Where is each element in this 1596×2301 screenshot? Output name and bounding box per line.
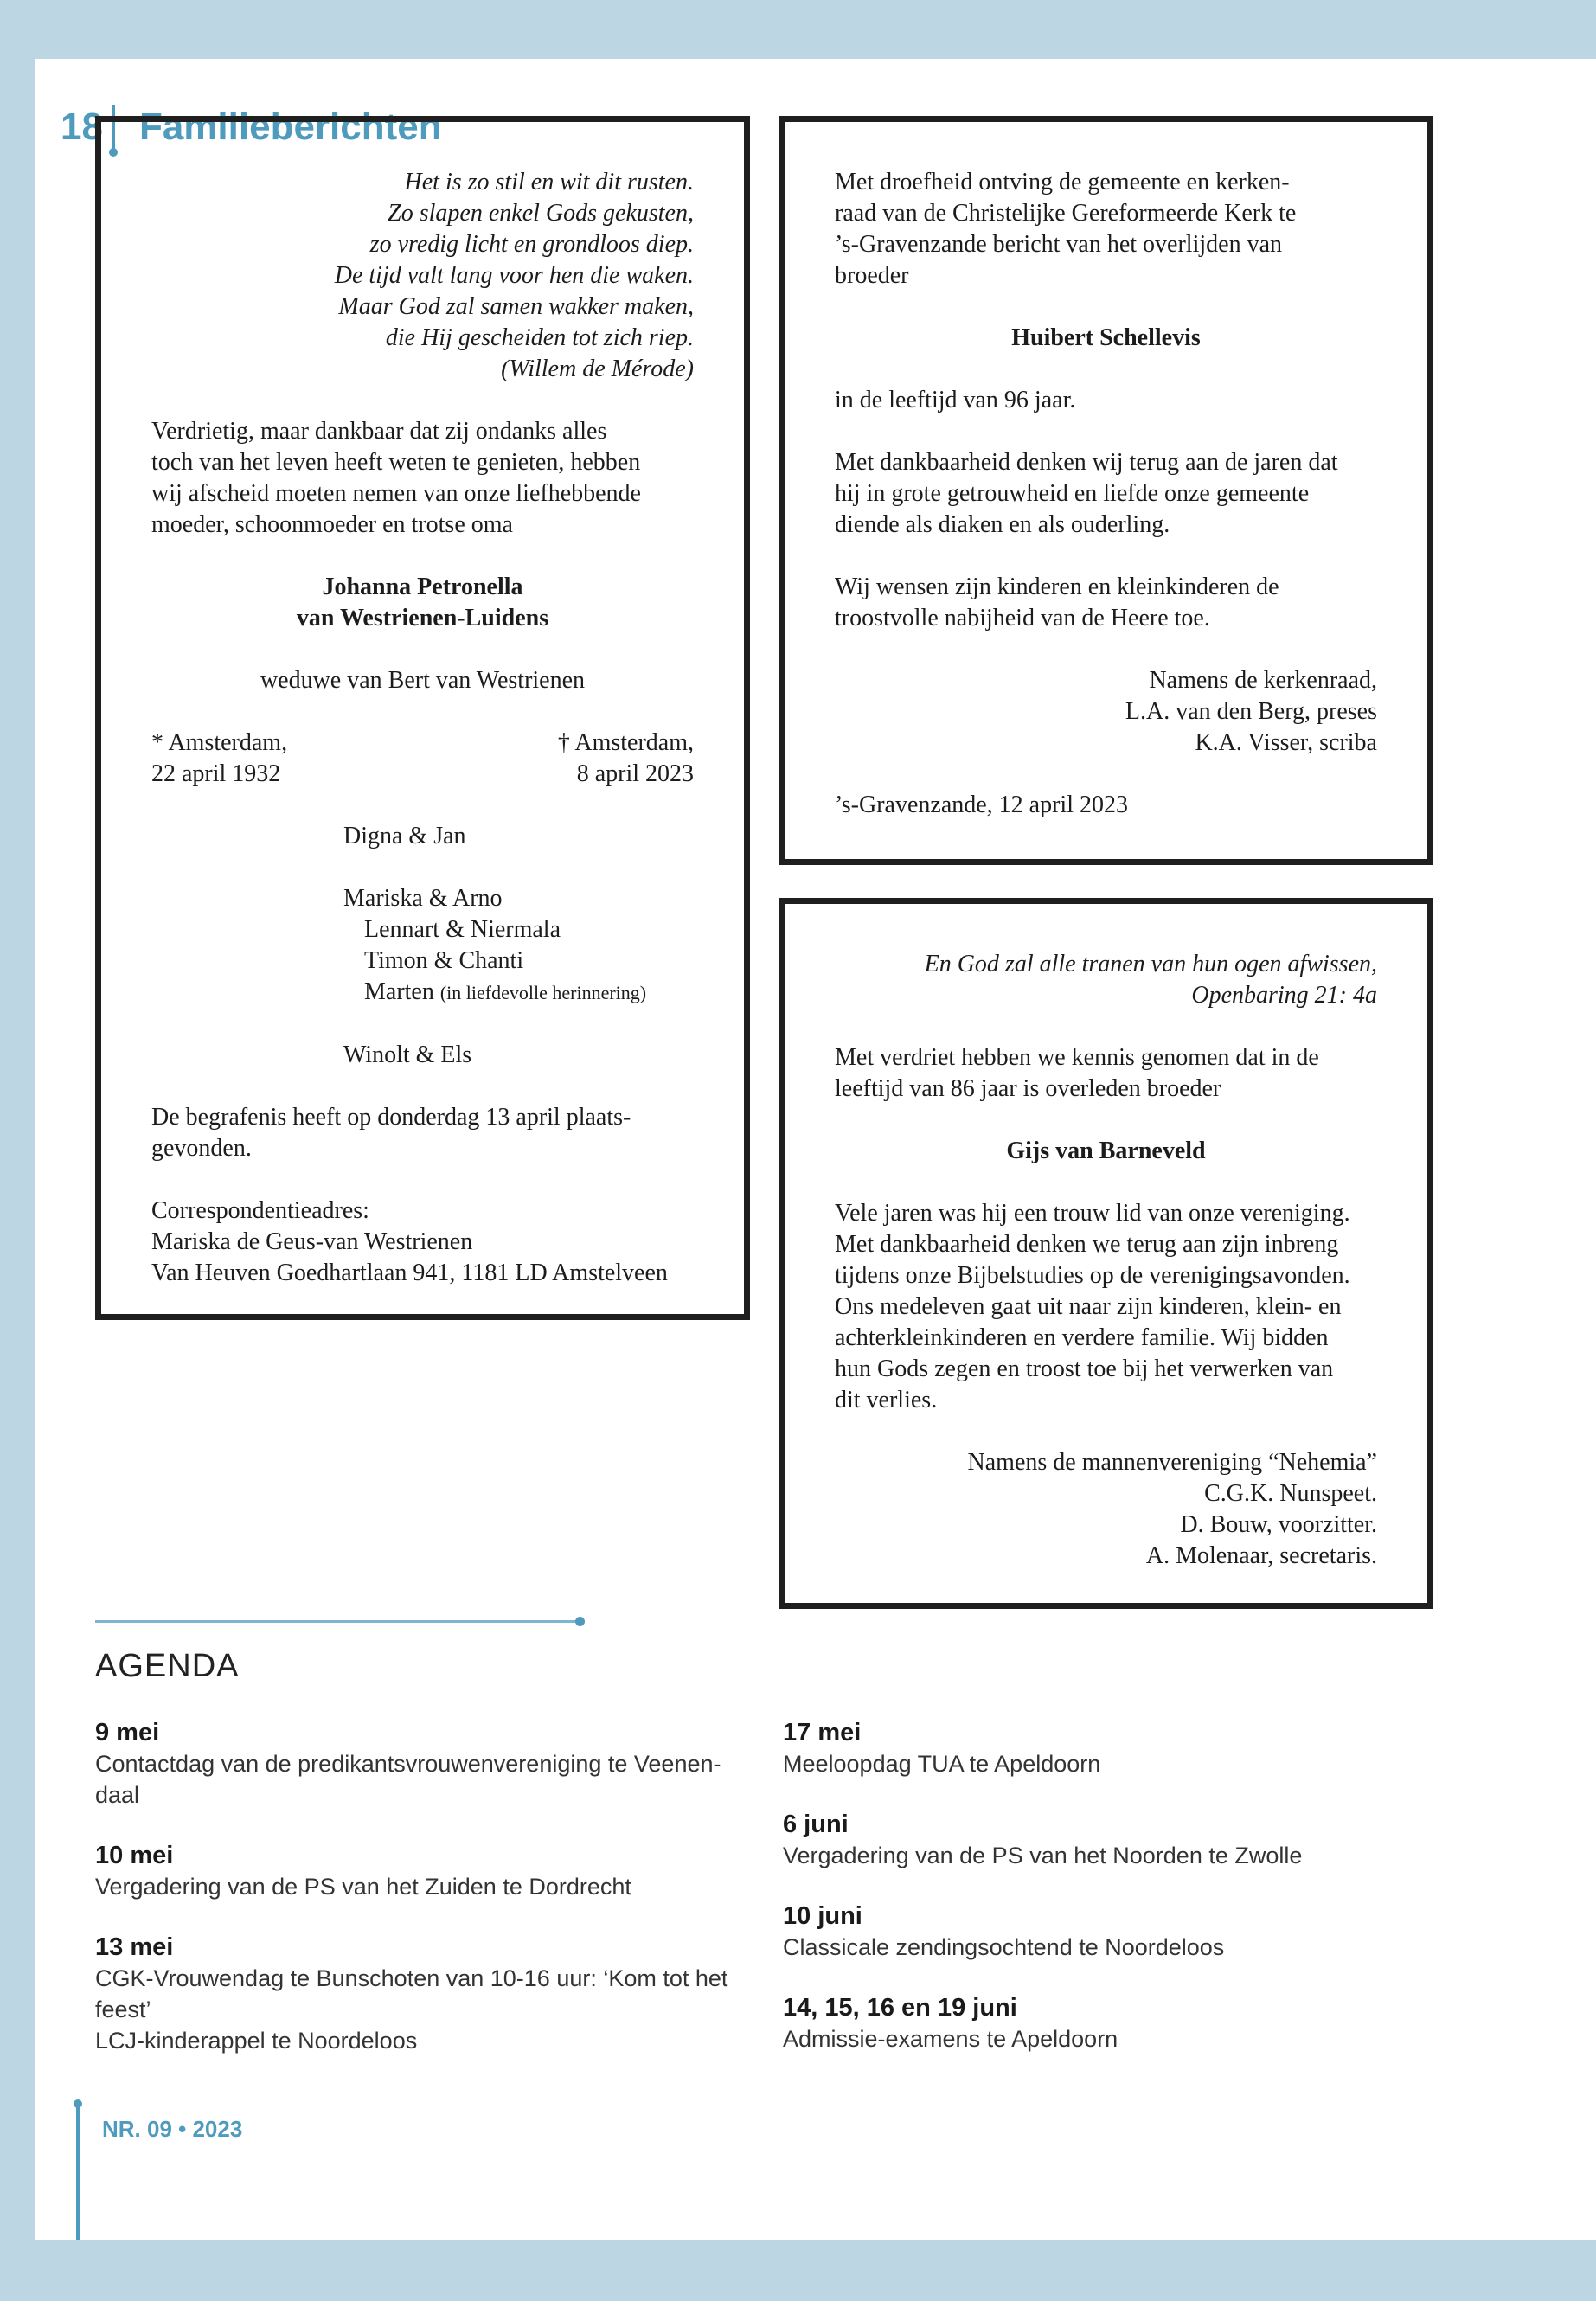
verse-reference: Openbaring 21: 4a: [1191, 982, 1377, 1009]
text-line: Met dankbaarheid denken we terug aan zijn inbreng: [835, 1231, 1339, 1258]
birth-place: * Amsterdam,: [151, 729, 288, 756]
agenda-date: 6 juni: [783, 1811, 849, 1838]
family-member: Timon & Chanti: [364, 947, 524, 974]
text-line: D. Bouw, voorzitter.: [1180, 1511, 1377, 1538]
signature: [835, 1447, 1377, 1572]
agenda-column-left: [95, 1717, 761, 2086]
birth: [151, 727, 287, 790]
text-line: ’s-Gravenzande bericht van het overlijden van: [835, 231, 1283, 258]
poem-line: die Hij gescheiden tot zich riep.: [385, 324, 694, 351]
text-line: Mariska de Geus-van Westrienen: [151, 1228, 473, 1255]
deceased-name: [151, 572, 694, 634]
deceased-name: Gijs van Barneveld: [1006, 1138, 1206, 1164]
agenda-date: 14, 15, 16 en 19 juni: [783, 1994, 1017, 2022]
text-line: troostvolle nabijheid van de Heere toe.: [835, 605, 1210, 631]
family-member-name: Marten: [364, 978, 434, 1005]
family-member: Digna & Jan: [343, 823, 466, 849]
agenda-date: 10 juni: [783, 1902, 862, 1930]
family-member: Winolt & Els: [343, 1042, 472, 1068]
text-line: raad van de Christelijke Gereformeerde Kerk te: [835, 200, 1297, 227]
agenda-date: 10 mei: [95, 1842, 174, 1869]
text-line: moeder, schoonmoeder en trotse oma: [151, 511, 513, 538]
agenda-text: LCJ-kinderappel te Noordeloos: [95, 2028, 418, 2054]
poem-line: Maar God zal samen wakker maken,: [338, 293, 694, 320]
signature: [835, 665, 1377, 759]
intro-text: [835, 167, 1377, 292]
intro-text: [151, 416, 694, 541]
intro-text: [835, 1042, 1377, 1105]
text-line: Van Heuven Goedhartlaan 941, 1181 LD Amstelveen: [151, 1259, 668, 1286]
text-line: A. Molenaar, secretaris.: [1145, 1542, 1377, 1569]
agenda-text: CGK-Vrouwendag te Bunschoten van 10-16 uur: ‘Kom tot het: [95, 1965, 728, 1991]
bible-verse: [835, 949, 1377, 1011]
text-line: Met dankbaarheid denken wij terug aan de jaren dat: [835, 449, 1338, 476]
text-line: Wij wensen zijn kinderen en kleinkinderen de: [835, 574, 1279, 600]
agenda-item: [95, 1932, 761, 2056]
obituary-notice-barneveld: [779, 898, 1433, 1609]
poem-line: zo vredig licht en grondloos diep.: [369, 231, 694, 258]
agenda-text: feest’: [95, 1997, 151, 2022]
text-line: broeder: [835, 262, 909, 289]
paragraph: [835, 1198, 1377, 1416]
agenda-date: 9 mei: [95, 1719, 160, 1747]
text-line: K.A. Visser, scriba: [1195, 729, 1377, 756]
agenda-text: Vergadering van de PS van het Noorden te Zwolle: [783, 1843, 1303, 1868]
agenda-date: 13 mei: [95, 1933, 174, 1961]
death: [558, 727, 694, 790]
text-line: leeftijd van 86 jaar is overleden broeder: [835, 1075, 1221, 1102]
death-date: 8 april 2023: [576, 760, 694, 787]
agenda-column-right: [783, 1717, 1449, 2084]
text-line: tijdens onze Bijbelstudies op de verenigingsavonden.: [835, 1262, 1350, 1289]
footer-line: [76, 2104, 80, 2240]
paragraph: [835, 572, 1377, 634]
text-line: wij afscheid moeten nemen van onze liefhebbende: [151, 480, 641, 507]
text-line: Verdrietig, maar dankbaar dat zij ondanks alles: [151, 418, 607, 445]
text-line: L.A. van den Berg, preses: [1125, 698, 1377, 725]
agenda-item: [95, 1840, 761, 1902]
text-line: Correspondentieadres:: [151, 1197, 369, 1224]
agenda-item: [783, 1992, 1449, 2054]
agenda-text: Vergadering van de PS van het Zuiden te Dordrecht: [95, 1874, 631, 1900]
text-line: De begrafenis heeft op donderdag 13 april plaats-: [151, 1104, 631, 1131]
agenda-text: Contactdag van de predikantsvrouwenvereniging te Veenen-: [95, 1751, 721, 1777]
poem-line: Zo slapen enkel Gods gekusten,: [388, 200, 694, 227]
text-line: hij in grote getrouwheid en liefde onze gemeente: [835, 480, 1310, 507]
widow-line: weduwe van Bert van Westrienen: [260, 667, 586, 694]
family-member: Lennart & Niermala: [364, 916, 561, 943]
text-line: dit verlies.: [835, 1387, 938, 1413]
obituary-notice-westrienen: [95, 116, 750, 1320]
text-line: gevonden.: [151, 1135, 252, 1162]
agenda-item: [783, 1900, 1449, 1963]
dates: [151, 727, 694, 790]
obituary-notice-schellevis: [779, 116, 1433, 865]
name-line: van Westrienen-Luidens: [296, 605, 549, 631]
funeral-text: [151, 1102, 694, 1164]
place-date: ’s-Gravenzande, 12 april 2023: [835, 792, 1128, 818]
agenda-date: 17 mei: [783, 1719, 862, 1747]
agenda-text: Classicale zendingsochtend te Noordeloos: [783, 1934, 1225, 1960]
text-line: Vele jaren was hij een trouw lid van onze vereniging.: [835, 1200, 1350, 1227]
paragraph: [835, 447, 1377, 541]
agenda-title: AGENDA: [95, 1648, 240, 1684]
poem-author: (Willem de Mérode): [501, 356, 694, 382]
birth-date: 22 april 1932: [151, 760, 281, 787]
family-member: Mariska & Arno: [343, 885, 503, 912]
text-line: Ons medeleven gaat uit naar zijn kinderen, klein- en: [835, 1293, 1342, 1320]
deceased-name: Huibert Schellevis: [1011, 324, 1201, 351]
text-line: Namens de kerkenraad,: [1149, 667, 1377, 694]
poem-line: De tijd valt lang voor hen die waken.: [334, 262, 694, 289]
agenda-text: daal: [95, 1782, 140, 1808]
agenda-item: [783, 1717, 1449, 1779]
verse-text: En God zal alle tranen van hun ogen afwissen,: [924, 951, 1377, 977]
text-line: Met verdriet hebben we kennis genomen dat in de: [835, 1044, 1319, 1071]
correspondence-address: [151, 1195, 694, 1289]
family-member: [343, 977, 694, 1009]
poem: [151, 167, 694, 385]
family-list: [151, 821, 694, 1071]
poem-line: Het is zo stil en wit dit rusten.: [404, 169, 694, 195]
agenda-text: Meeloopdag TUA te Apeldoorn: [783, 1751, 1101, 1777]
agenda-divider: [95, 1620, 580, 1623]
agenda-text: Admissie-examens te Apeldoorn: [783, 2026, 1118, 2052]
text-line: C.G.K. Nunspeet.: [1204, 1480, 1377, 1507]
memorial-note: (in liefdevolle herinnering): [439, 982, 647, 1003]
text-line: toch van het leven heeft weten te genieten, hebben: [151, 449, 641, 476]
age-line: in de leeftijd van 96 jaar.: [835, 387, 1076, 413]
text-line: Met droefheid ontving de gemeente en kerken-: [835, 169, 1290, 195]
issue-number: NR. 09 • 2023: [102, 2116, 243, 2142]
text-line: achterkleinkinderen en verdere familie. Wij bidden: [835, 1324, 1329, 1351]
agenda-item: [783, 1809, 1449, 1871]
text-line: hun Gods zegen en troost toe bij het verwerken van: [835, 1356, 1334, 1382]
section-title: Familieberichten: [138, 106, 442, 148]
name-line: Johanna Petronella: [322, 574, 523, 600]
page-number: 18: [61, 106, 103, 148]
text-line: Namens de mannenvereniging “Nehemia”: [967, 1449, 1377, 1476]
agenda-item: [95, 1717, 761, 1811]
death-place: † Amsterdam,: [557, 729, 694, 756]
text-line: diende als diaken en als ouderling.: [835, 511, 1170, 538]
